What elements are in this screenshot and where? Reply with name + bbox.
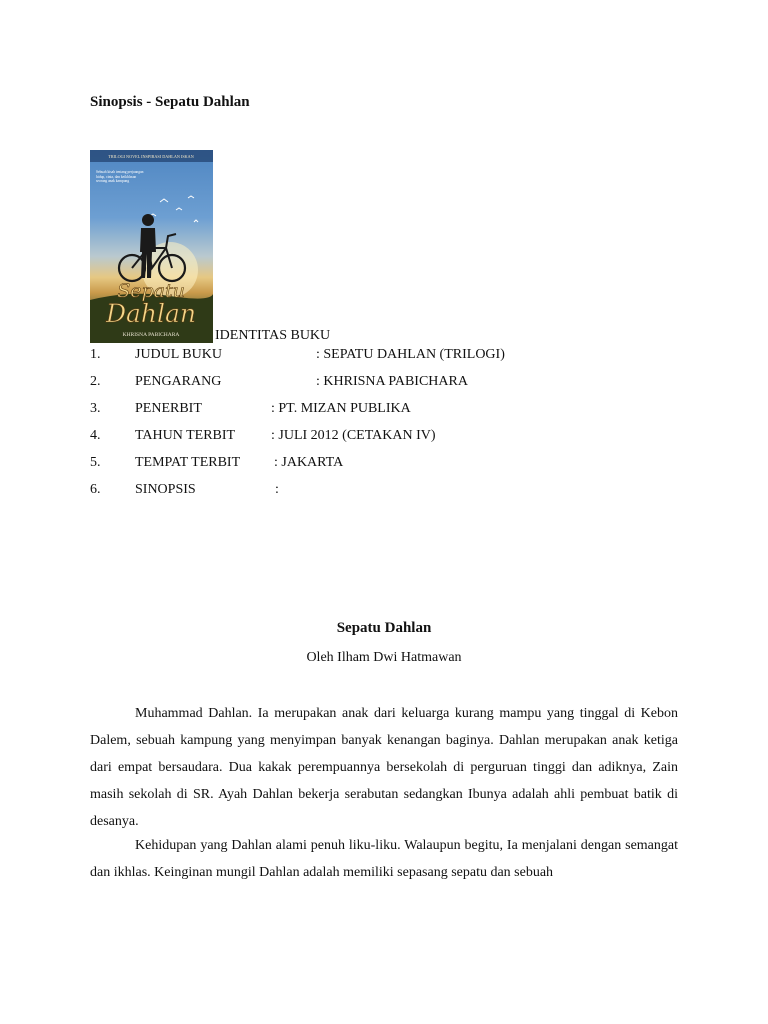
row-number: 4. — [90, 428, 101, 443]
row-label: JUDUL BUKU — [135, 347, 222, 362]
cover-series-text: TRILOGI NOVEL INSPIRASI DAHLAN ISKAN — [108, 154, 194, 159]
birds-icon — [150, 196, 198, 222]
cover-blurb: Sebuah kisah tentang perjuangan hidup, cinta, dan keikhlasan seorang anak kampung — [96, 170, 144, 184]
book-cover-image — [90, 150, 213, 343]
row-value: : KHRISNA PABICHARA — [316, 374, 468, 389]
article-paragraph: Muhammad Dahlan. Ia merupakan anak dari keluarga kurang mampu yang tinggal di Kebon Dalem, sebuah kampung yang menyimpan banyak kenangan baginya. Dahlan merupakan anak ketiga dari empat bersaudara. Dua kakak perempuannya bersekolah di perguruan tinggi dan adiknya, Zain masih sekolah di SR. Ayah Dahlan bekerja serabutan sedangkan Ibunya adalah ahli pembuat batik di desanya. — [90, 706, 678, 829]
row-value: : PT. MIZAN PUBLIKA — [271, 401, 411, 416]
row-value: : JULI 2012 (CETAKAN IV) — [271, 428, 436, 443]
row-label: TEMPAT TERBIT — [135, 455, 241, 470]
cover-title-line2: Dahlan — [105, 299, 197, 328]
row-label: SINOPSIS — [135, 482, 196, 497]
row-number: 6. — [90, 482, 101, 497]
row-number: 1. — [90, 347, 101, 362]
row-value: : SEPATU DAHLAN (TRILOGI) — [316, 347, 505, 362]
row-number: 5. — [90, 455, 101, 470]
boy-head-icon — [142, 214, 154, 226]
row-number: 3. — [90, 401, 101, 416]
row-value: : — [275, 482, 279, 497]
row-value: : JAKARTA — [274, 455, 344, 470]
identitas-heading: IDENTITAS BUKU — [215, 328, 331, 343]
article-author: Oleh Ilham Dwi Hatmawan — [306, 650, 462, 665]
article-title: Sepatu Dahlan — [336, 620, 432, 636]
cover-author: KHRISNA PABICHARA — [122, 332, 180, 338]
row-label: TAHUN TERBIT — [135, 428, 236, 443]
row-label: PENERBIT — [135, 401, 202, 416]
book-cover-illustration — [90, 150, 213, 343]
cover-title-line1: Sepatu — [117, 280, 185, 302]
row-label: PENGARANG — [135, 374, 222, 389]
page-title: Sinopsis - Sepatu Dahlan — [90, 94, 250, 110]
article-paragraph: Kehidupan yang Dahlan alami penuh liku-liku. Walaupun begitu, Ia menjalani dengan semangat dan ikhlas. Keinginan mungil Dahlan adalah memiliki sepasang sepatu dan sebuah — [90, 838, 678, 880]
row-number: 2. — [90, 374, 101, 389]
